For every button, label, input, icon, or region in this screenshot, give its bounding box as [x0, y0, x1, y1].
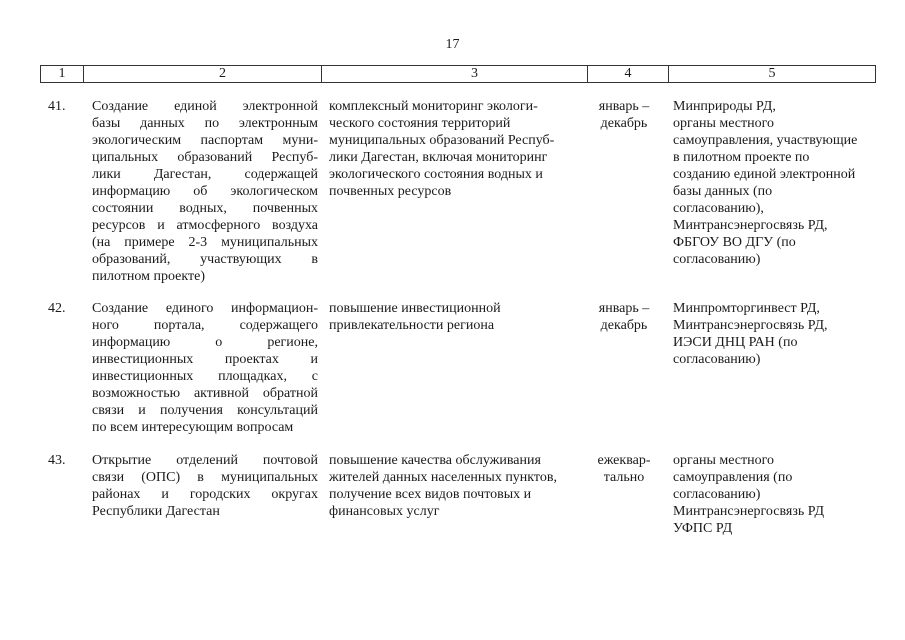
- header-col-1: 1: [58, 66, 66, 81]
- header-col-5: 5: [768, 66, 776, 81]
- text-line: самоуправления, участвующие: [673, 133, 858, 148]
- measure-name: [92, 300, 318, 436]
- text-line: привлекательности региона: [329, 318, 495, 333]
- text-line: повышение качества обслуживания: [329, 453, 541, 468]
- text-line: Минтрансэнергосвязь РД,: [673, 218, 828, 233]
- text-line: базы данных по электронным: [92, 116, 318, 131]
- row-number: 43.: [48, 453, 66, 468]
- expected-result: [329, 98, 579, 200]
- text-line: Минтрансэнергосвязь РД: [673, 504, 825, 519]
- text-line: инвестиционных проектах и: [92, 352, 318, 367]
- text-line: ципальных образований Респуб-: [92, 150, 318, 165]
- text-line: ческого состояния территорий: [329, 116, 511, 131]
- text-line: согласованию): [673, 252, 761, 267]
- text-line: Создание единой электронной: [92, 99, 318, 114]
- responsible: [673, 300, 883, 368]
- text-line: органы местного: [673, 116, 774, 131]
- text-line: Республики Дагестан: [92, 504, 220, 519]
- text-line: (на примере 2-3 муниципальных: [92, 235, 318, 250]
- header-col-4: 4: [624, 66, 632, 81]
- text-line: согласованию),: [673, 201, 764, 216]
- responsible: [673, 452, 883, 537]
- text-line: УФПС РД: [673, 521, 733, 536]
- deadline: [588, 300, 660, 334]
- text-line: получение всех видов почтовых и: [329, 487, 532, 502]
- text-line: базы данных (по: [673, 184, 773, 199]
- deadline: [588, 98, 660, 132]
- measure-name: [92, 98, 318, 285]
- text-line: информацию о регионе,: [92, 335, 318, 350]
- text-line: повышение инвестиционной: [329, 301, 501, 316]
- table-header-row: [40, 65, 876, 83]
- text-line: по всем интересующим вопросам: [92, 420, 294, 435]
- text-line: инвестиционных площадках, с: [92, 369, 318, 384]
- row-number: 41.: [48, 99, 66, 114]
- text-line: лики Дагестан, содержащей: [92, 167, 318, 182]
- header-col-2: 2: [219, 66, 226, 81]
- row-number: 42.: [48, 301, 66, 316]
- text-line: экологическим паспортам муни-: [92, 133, 318, 148]
- text-line: Минприроды РД,: [673, 99, 776, 114]
- header-col-3: 3: [471, 66, 478, 81]
- text-line: состоянии водных, почвенных: [92, 201, 318, 216]
- text-line: связи (ОПС) в муниципальных: [92, 470, 318, 485]
- text-line: декабрь: [600, 116, 648, 131]
- text-line: возможностью активной обратной: [92, 386, 318, 401]
- deadline: [588, 452, 660, 486]
- text-line: тально: [603, 470, 645, 485]
- text-line: связи и получения консультаций: [92, 403, 318, 418]
- text-line: январь –: [598, 301, 650, 316]
- text-line: районах и городских округах: [92, 487, 318, 502]
- text-line: муниципальных образований Респуб-: [329, 133, 555, 148]
- page-number: 17: [445, 37, 460, 52]
- text-line: Создание единого информацион-: [92, 301, 318, 316]
- text-line: ИЭСИ ДНЦ РАН (по: [673, 335, 798, 350]
- measure-name: [92, 452, 318, 520]
- text-line: ежеквар-: [597, 453, 651, 468]
- text-line: почвенных ресурсов: [329, 184, 452, 199]
- text-line: согласованию): [673, 487, 761, 502]
- text-line: Минтрансэнергосвязь РД,: [673, 318, 828, 333]
- expected-result: [329, 300, 579, 334]
- text-line: экологического состояния водных и: [329, 167, 543, 182]
- text-line: самоуправления (по: [673, 470, 793, 485]
- responsible: [673, 98, 883, 268]
- text-line: ного портала, содержащего: [92, 318, 318, 333]
- text-line: пилотном проекте): [92, 269, 205, 284]
- text-line: органы местного: [673, 453, 774, 468]
- text-line: Открытие отделений почтовой: [92, 453, 318, 468]
- text-line: лики Дагестан, включая мониторинг: [329, 150, 548, 165]
- text-line: образований, участвующих в: [92, 252, 318, 267]
- expected-result: [329, 452, 579, 520]
- text-line: созданию единой электронной: [673, 167, 856, 182]
- text-line: согласованию): [673, 352, 761, 367]
- text-line: декабрь: [600, 318, 648, 333]
- text-line: январь –: [598, 99, 650, 114]
- text-line: жителей данных населенных пунктов,: [329, 470, 557, 485]
- text-line: информацию об экологическом: [92, 184, 318, 199]
- text-line: в пилотном проекте по: [673, 150, 810, 165]
- text-line: ресурсов и атмосферного воздуха: [92, 218, 318, 233]
- text-line: ФБГОУ ВО ДГУ (по: [673, 235, 796, 250]
- text-line: комплексный мониторинг экологи-: [329, 99, 538, 114]
- text-line: финансовых услуг: [329, 504, 440, 519]
- text-line: Минпромторгинвест РД,: [673, 301, 820, 316]
